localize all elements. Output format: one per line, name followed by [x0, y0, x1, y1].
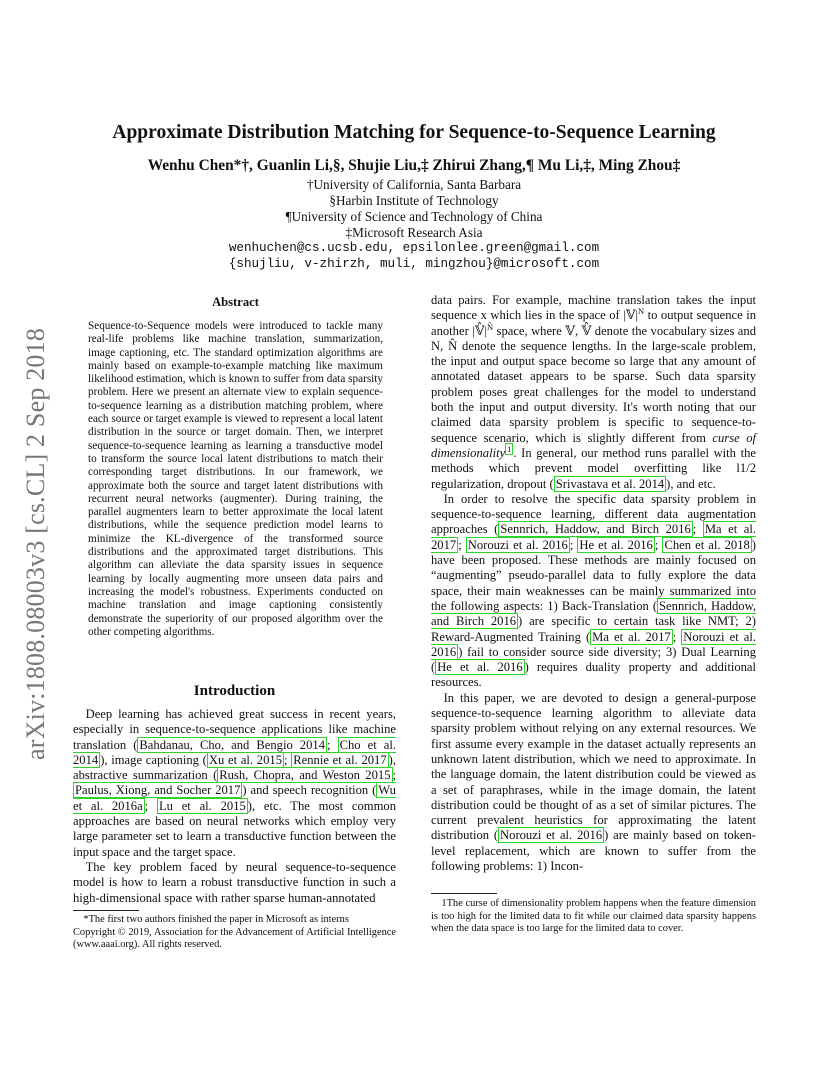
author-note-footnote: *The first two authors finished the paper in Microsoft as interns [83, 914, 349, 925]
citation-link[interactable]: Srivastava et al. 2014 [555, 476, 665, 491]
affiliation-ucsb: †University of California, Santa Barbara [306, 177, 522, 192]
email-line-1: wenhuchen@cs.ucsb.edu, epsilonlee.green@gmail.com [228, 241, 600, 255]
citation-link[interactable]: Ma et al. 2017 [592, 629, 671, 644]
citation-link[interactable]: Bahdanau, Cho, and Bengio 2014 [139, 737, 325, 752]
citation-link[interactable]: Norouzi et al. 2016 [500, 828, 603, 843]
copyright-notice: Copyright © 2019, Association for the Advancement of Artificial Intelligence (www.aaai.org). All rights reserved. [73, 926, 396, 951]
citation-link[interactable]: Sennrich, Haddow, and Birch 2016 [431, 598, 756, 629]
affiliation-hit: §Harbin Institute of Technology [329, 193, 499, 208]
citation-link[interactable]: Xu et al. 2015 [208, 752, 282, 767]
footnote-rule-left [73, 910, 139, 911]
email-line-2: {shujliu, v-zhirzh, muli, mingzhou}@microsoft.com [228, 257, 600, 271]
right-column-body [431, 293, 756, 874]
citation-link[interactable]: Norouzi et al. 2016 [467, 537, 568, 552]
introduction-heading: Introduction [193, 683, 276, 699]
citation-link[interactable]: Rush, Chopra, and Weston 2015 [219, 768, 391, 783]
abstract-heading: Abstract [212, 295, 259, 309]
citation-link[interactable]: Chen et al. 2018 [664, 537, 750, 552]
arxiv-stamp: arXiv:1808.08003v3 [cs.CL] 2 Sep 2018 [21, 327, 50, 760]
footnote-1: 1The curse of dimensionality problem happens when the feature dimension is too high for the limited data to fit while our claimed data sparsity happens when the data space is too large for the limited data to cover. [431, 898, 756, 935]
right-paragraph-1: data pairs. For example, machine translation takes the input sequence x which lies in the space of $|𝕍|^N$ to output sequence in another $|𝕍̂|^{N̂}$ space, where 𝕍, 𝕍̂ denote the vocabulary sizes and N, N̂ denote the sequence lengths. In the large-scale problem, the input and output space become so large that any amount of annotated dataset appears to be sparse. Such data sparsity problem poses great challenges for the model to understand both the input and output diversity. It's worth noting that our claimed data sparsity problem is specific to sequence-to-sequence scenario, which is slightly different from curse of dimensionality $^1$ . In general, our method runs parallel with the methods which prevent model overfitting like l1/2 regularization, dropout ( Srivastava et al. 2014 ), and etc. [431, 293, 756, 491]
intro-paragraph-1: Deep learning has achieved great success in recent years, especially in sequence-to-sequence applications like machine translation ( Bahdanau, Cho, and Bengio 2014 ; Cho et al. 2014 ), image captioning ( Xu et al. 2015 ; Rennie et al. 2017 ), abstractive summarization ( Rush, Chopra, and Weston 2015 ; Paulus, Xiong, and Socher 2017 ) and speech recognition ( Wu et al. 2016a ; Lu et al. 2015 ), etc. The most common approaches are based on neural networks which employ very large parameter set to learn a transductive function between the input space and the target space. [73, 707, 396, 859]
intro-paragraph-2: The key problem faced by neural sequence-to-sequence model is how to learn a robust transductive function in such a high-dimensional space with rather sparse human-annotated [73, 859, 396, 905]
citation-link[interactable]: Cho et al. 2014 [73, 737, 396, 767]
citation-link[interactable]: Ma et al. 2017 [431, 522, 757, 552]
citation-link[interactable]: Lu et al. 2015 [158, 798, 246, 813]
right-footnotes [431, 898, 756, 936]
footnote-rule-right [431, 893, 497, 894]
citation-link[interactable]: Rennie et al. 2017 [293, 752, 387, 767]
affiliation-msra: ‡Microsoft Research Asia [345, 225, 483, 240]
citation-link[interactable]: He et al. 2016 [579, 537, 653, 552]
right-paragraph-3: In this paper, we are devoted to design a general-purpose sequence-to-sequence learning algorithm to alleviate data sparsity problem without relying on any external resources. We first assume every example in the dataset actually represents an unknown latent distribution, which we need to approximate. In the language domain, the latent distribution could be viewed as a set of paraphrases, while in the image domain, the latent distribution could be thought of as a set of similar pictures. The current prevalent heuristics for approximating the latent distribution ( Norouzi et al. 2016 ) are mainly based on token-level replacement, which are known to suffer from the following problems: 1) Incon- [431, 690, 756, 873]
author-list: Wenhu Chen*†, Guanlin Li,§, Shujie Liu,‡ Zhirui Zhang,¶ Mu Li,‡, Ming Zhou‡ [147, 157, 681, 174]
paper-title: Approximate Distribution Matching for Sequence-to-Sequence Learning [112, 122, 716, 143]
affiliation-ustc: ¶University of Science and Technology of China [285, 209, 543, 224]
left-column-body [73, 707, 396, 906]
citation-link[interactable]: Paulus, Xiong, and Socher 2017 [75, 783, 241, 798]
citation-link[interactable]: Norouzi et al. 2016 [431, 629, 757, 659]
left-footnotes [73, 914, 396, 952]
citation-link[interactable]: He et al. 2016 [437, 660, 523, 675]
citation-link[interactable]: Wu et al. 2016a [73, 783, 396, 813]
abstract-body: Sequence-to-Sequence models were introduced to tackle many real-life problems like machine translation, summarization, image captioning, etc. The standard optimization algorithms are mainly based on example-to-example matching like maximum likelihood estimation, which is known to suffer from data sparsity problem. Here we present an alternate view to explain sequence-to-sequence learning as a distribution matching problem, where each source or target example is viewed to represent a local latent distribution in the source or target domain. Then, we interpret sequence-to-sequence learning as learning a transductive model to transform the source local latent distributions to match their corresponding target distributions. In our framework, we approximate both the source and target latent distributions with recurrent neural networks (augmenter). During training, the parallel augmenters learn to better approximate the local latent distributions, while the sequence prediction model learns to minimize the KL-divergence of the transformed source distributions and the approximated target distributions. This algorithm can alleviate the data sparsity issues in sequence learning by locally augmenting more unseen data pairs and increasing the model's robustness. Experiments conducted on machine translation and image captioning consistently demonstrate the superiority of our proposed algorithm over the other competing algorithms. [88, 320, 383, 638]
citation-link[interactable]: Sennrich, Haddow, and Birch 2016 [500, 522, 691, 537]
right-paragraph-2: In order to resolve the specific data sparsity problem in sequence-to-sequence learning, different data augmentation approaches ( Sennrich, Haddow, and Birch 2016 ; Ma et al. 2017 ; Norouzi et al. 2016 ; He et al. 2016 ; Chen et al. 2018 ) have been proposed. These methods are mainly focused on “augmenting” pseudo-parallel data to fully explore the data space, their main weaknesses can be mainly summarized into the following aspects: 1) Back-Translation ( Sennrich, Haddow, and Birch 2016 ) are specific to certain task like NMT; 2) Reward-Augmented Training ( Ma et al. 2017 ; Norouzi et al. 2016 ) fail to consider source side diversity; 3) Dual Learning ( He et al. 2016 ) requires duality property and additional resources. [431, 491, 757, 690]
footnote-link[interactable]: 1 [507, 443, 512, 454]
